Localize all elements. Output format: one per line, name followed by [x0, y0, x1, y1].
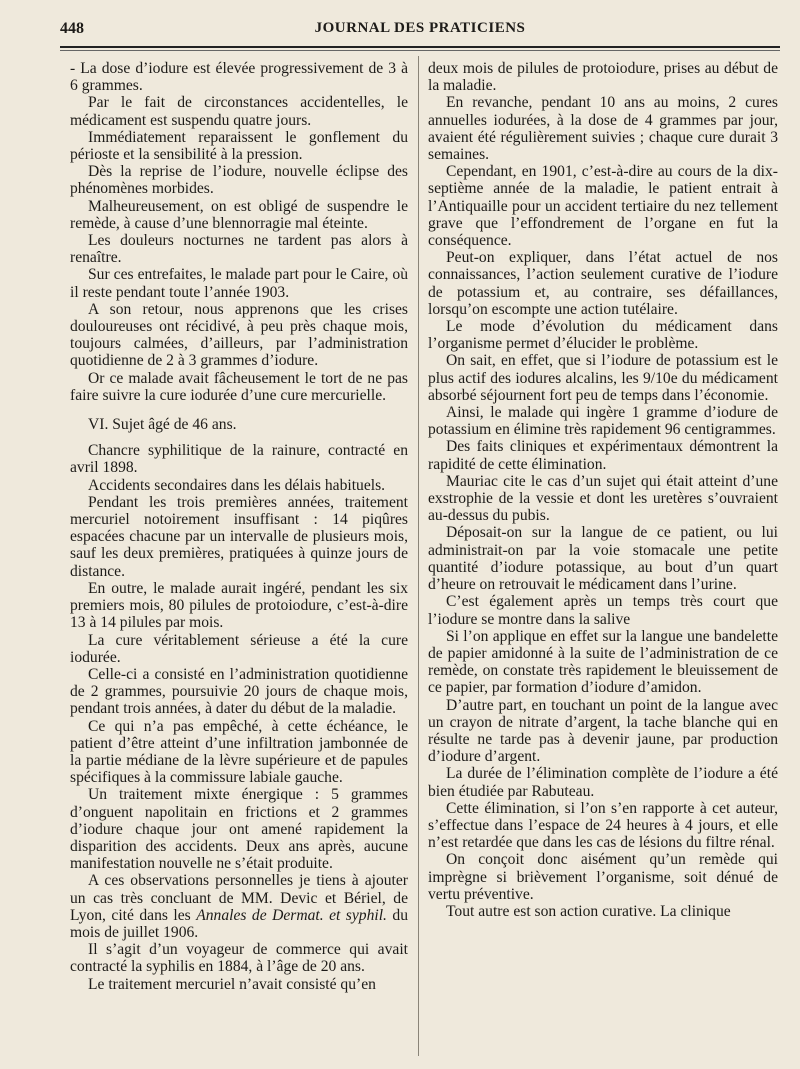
- paragraph: [428, 851, 778, 903]
- paragraph: [70, 872, 408, 941]
- journal-citation: Annales de Dermat. et syphil.: [196, 906, 387, 924]
- paragraph: [428, 524, 778, 593]
- paragraph: [428, 628, 778, 697]
- paragraph: [70, 232, 408, 266]
- paragraph-text: Sur ces entrefaites, le malade part pour le Caire, où il reste pendant toute l’année 1903.: [70, 266, 408, 301]
- paragraph: [428, 438, 778, 472]
- paragraph-text: Chancre syphilitique de la rainure, contracté en avril 1898.: [70, 442, 408, 477]
- paragraph-text: D’autre part, en touchant un point de la langue avec un crayon de nitrate d’argent, la tache blanche qui en résulte ne tarde pas à devenir jaune, par production d’iodure d’argent.: [428, 696, 778, 766]
- header-rule-thin: [60, 50, 780, 51]
- paragraph-text: Le mode d’évolution du médicament dans l’organisme permet d’élucider le problème.: [428, 318, 778, 353]
- paragraph-text: Dès la reprise de l’iodure, nouvelle éclipse des phénomènes morbides.: [70, 163, 408, 198]
- paragraph-text: C’est également après un temps très court que l’iodure se montre dans la salive: [428, 593, 778, 628]
- paragraph-text: Les douleurs nocturnes ne tardent pas alors à renaître.: [70, 232, 408, 267]
- paragraph-text: Par le fait de circonstances accidentelles, le médicament est suspendu quatre jours.: [70, 94, 408, 129]
- paragraph: [428, 404, 778, 438]
- paragraph: [428, 94, 778, 163]
- paragraph: [428, 697, 778, 766]
- paragraph-text: Si l’on applique en effet sur la langue une bandelette de papier amidonné à la suite de l’administration de ce remède, on constate très rapidement le bleuissement de ce papier, par formation d’iodure d’amidon.: [428, 627, 778, 697]
- paragraph: [70, 60, 408, 94]
- paragraph-text: En revanche, pendant 10 ans au moins, 2 cures annuelles iodurées, à la dose de 4 grammes par jour, avaient été régulièrement suivies ; chaque cure durait 3 semaines.: [428, 94, 778, 164]
- paragraph: [70, 301, 408, 370]
- paragraph-text: Ce qui n’a pas empêché, à cette échéance, le patient d’être atteint d’une infiltration jambonnée de la partie médiane de la lèvre supérieure et de papules spécifiques à la commissure labiale gauche.: [70, 717, 408, 787]
- paragraph: [428, 765, 778, 799]
- paragraph: [70, 666, 408, 718]
- paragraph-text: - La dose d’iodure est élevée progressivement de 3 à 6 grammes.: [70, 60, 408, 95]
- paragraph-text: Celle-ci a consisté en l’administration quotidienne de 2 grammes, poursuivie 20 jours de chaque mois, pendant trois années, à dater du début de la maladie.: [70, 665, 408, 718]
- paragraph: [70, 416, 408, 433]
- paragraph-text: Accidents secondaires dans les délais habituels.: [88, 476, 386, 494]
- paragraph-text: Tout autre est son action curative. La clinique: [446, 902, 731, 920]
- column-divider: [418, 56, 419, 1056]
- paragraph-text: Immédiatement reparaissent le gonflement du périoste et la sensibilité à la pression.: [70, 128, 408, 164]
- paragraph-text: La cure véritablement sérieuse a été la cure iodurée.: [70, 631, 408, 666]
- paragraph: [428, 318, 778, 352]
- paragraph-text: La durée de l’élimination complète de l’iodure a été bien étudiée par Rabuteau.: [428, 765, 778, 800]
- paragraph: [70, 129, 408, 163]
- paragraph-text-after: du mois de juillet 1906.: [70, 906, 408, 941]
- paragraph: [428, 800, 778, 852]
- paragraph: [428, 903, 778, 920]
- left-column: [70, 60, 408, 993]
- paragraph-text: En outre, le malade aurait ingéré, pendant les six premiers mois, 80 pilules de protoiodure, c’est-à-dire 13 à 14 pilules par mois.: [70, 579, 408, 632]
- paragraph: [70, 370, 408, 404]
- right-column: [428, 60, 778, 920]
- paragraph-text: Ainsi, le malade qui ingère 1 gramme d’iodure de potassium en élimine très rapidement 96 centigrammes.: [428, 404, 778, 439]
- paragraph-text: On conçoit donc aisément qu’un remède qui imprègne si brièvement l’organisme, soit dénué de vertu préventive.: [428, 851, 778, 903]
- paragraph: [428, 352, 778, 404]
- paragraph: [70, 266, 408, 300]
- paragraph-text: A son retour, nous apprenons que les crises douloureuses ont récidivé, à peu près chaque mois, toujours calmées, d’ailleurs, par l’administration quotidienne de 2 à 3 grammes d’iodure.: [70, 300, 408, 370]
- paragraph-text: Déposait-on sur la langue de ce patient, ou lui administrait-on par la voie stomacale une petite quantité d’iodure potassique, au bout d’un quart d’heure on retrouvait le médicament dans l’urine.: [428, 524, 778, 594]
- paragraph: [428, 473, 778, 525]
- header-rule: [60, 46, 780, 48]
- paragraph-text: Un traitement mixte énergique : 5 grammes d’onguent napolitain en frictions et 2 grammes d’iodure chaque jour ont amené rapidement la disparition des accidents. Deux ans après, aucune manifestation nouvelle ne s’était produite.: [70, 786, 408, 873]
- paragraph: [70, 718, 408, 787]
- paragraph-text: Mauriac cite le cas d’un sujet qui était atteint d’une exstrophie de la vessie et dont les uretères s’ouvraient au-dessus du pubis.: [428, 472, 778, 525]
- paragraph-text: Le traitement mercuriel n’avait consisté qu’en: [88, 975, 376, 993]
- paragraph-text: Or ce malade avait fâcheusement le tort de ne pas faire suivre la cure iodurée d’une cure mercurielle.: [70, 369, 408, 404]
- paragraph: [428, 593, 778, 627]
- paragraph: [428, 60, 778, 94]
- paragraph-text: Malheureusement, on est obligé de suspendre le remède, à cause d’une blennorragie mal éteinte.: [70, 197, 408, 232]
- paragraph: [70, 442, 408, 476]
- paragraph: [70, 786, 408, 872]
- paragraph-text: Peut-on expliquer, dans l’état actuel de nos connaissances, l’action seulement curative de l’iodure de potassium et, au contraire, ses défaillances, lorsqu’on escompte une action tutélaire.: [428, 249, 778, 318]
- paragraph-text: deux mois de pilules de protoiodure, prises au début de la maladie.: [428, 60, 778, 95]
- page-number: 448: [60, 20, 84, 37]
- paragraph: [70, 976, 408, 993]
- paragraph: [70, 941, 408, 975]
- paragraph-text: VI. Sujet âgé de 46 ans.: [88, 416, 237, 434]
- paragraph-text: Cette élimination, si l’on s’en rapporte à cet auteur, s’effectue dans l’espace de 24 heures à 4 jours, et elle n’est retardée que dans les cas de lésions du filtre rénal.: [428, 799, 778, 852]
- paragraph-text: On sait, en effet, que si l’iodure de potassium est le plus actif des iodures alcalins, les 9/10e du médicament absorbé séjournent fort peu de temps dans l’économie.: [428, 352, 778, 404]
- paragraph: [70, 198, 408, 232]
- paragraph: [70, 94, 408, 128]
- paragraph-text: Il s’agit d’un voyageur de commerce qui avait contracté la syphilis en 1884, à l’âge de 20 ans.: [70, 941, 408, 976]
- paragraph-text: A ces observations personnelles je tiens à ajouter un cas très concluant de MM. Devic et Bériel, de Lyon, cité dans les: [70, 872, 408, 924]
- paragraph: [70, 477, 408, 494]
- page-header: [60, 20, 780, 42]
- paragraph-text: Pendant les trois premières années, traitement mercuriel notoirement insuffisant : 14 piqûres espacées chacune par un intervalle de plusieurs mois, sauf les deux premières, pratiquées à quinze jours de distance.: [70, 493, 408, 580]
- paragraph: [70, 580, 408, 632]
- paragraph: [428, 249, 778, 318]
- paragraph-text: Cependant, en 1901, c’est-à-dire au cours de la dix-septième année de la maladie, le patient entrait à l’Antiquaille pour un accident tertiaire du nez tellement grave que l’effondrement de l’organe en fut la conséquence.: [428, 163, 778, 250]
- journal-title: JOURNAL DES PRATICIENS: [314, 20, 526, 36]
- paragraph: [70, 632, 408, 666]
- paragraph: [70, 494, 408, 580]
- paragraph-text: Des faits cliniques et expérimentaux démontrent la rapidité de cette élimination.: [428, 438, 778, 473]
- paragraph: [70, 163, 408, 197]
- paragraph: [428, 163, 778, 249]
